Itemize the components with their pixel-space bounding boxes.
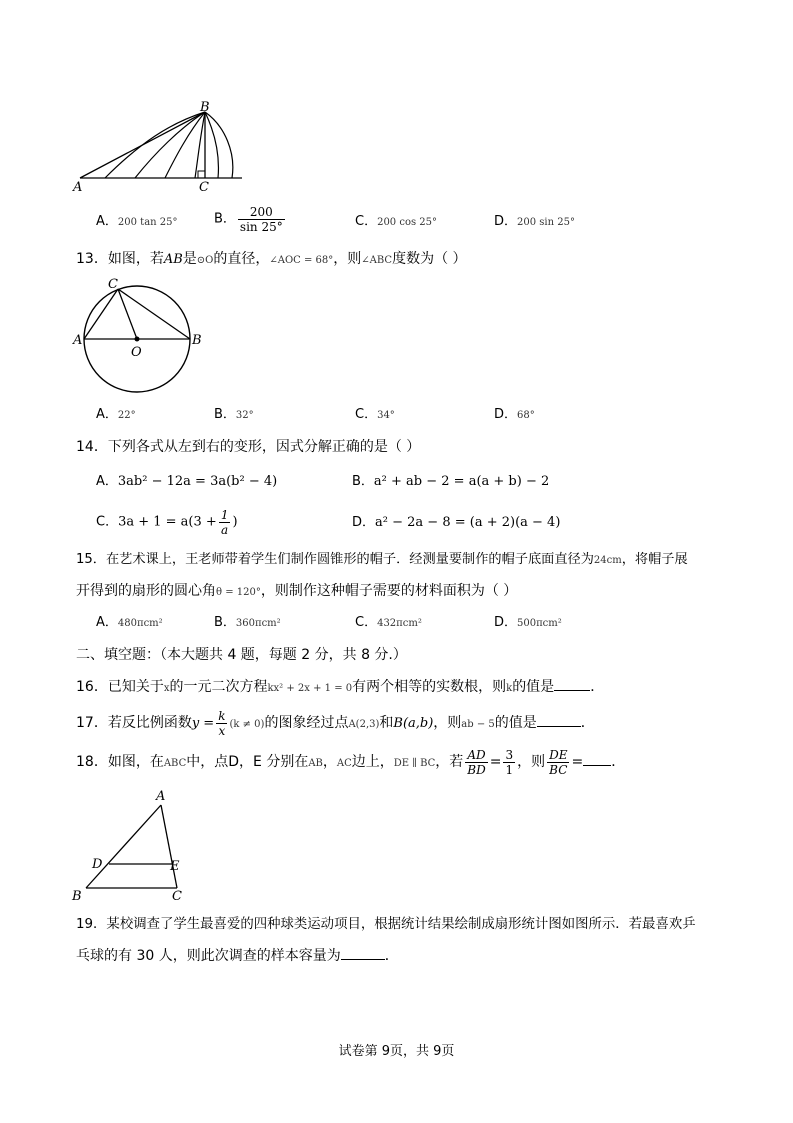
q18-stem: 18．如图，在ABC中，点D，E 分别在AB，AC边上，DE ∥ BC，若 $\frac{AD}{BD}$ = $\frac{3}{1}$ ，则 $\frac{DE}{BC}$ = ． <box>76 747 626 777</box>
label-c: C <box>172 889 182 903</box>
label-a: A <box>156 789 166 804</box>
label-b: B <box>72 889 82 903</box>
label-a: A <box>73 333 83 348</box>
q13-option-c[interactable]: C．34° <box>355 407 395 422</box>
q14-option-a[interactable]: A．3ab² − 12a = 3a(b² − 4) <box>96 474 278 489</box>
q12-option-c[interactable]: C．200 cos 25° <box>355 214 437 229</box>
q15-option-c[interactable]: C．432πcm² <box>355 615 422 630</box>
q13-option-b[interactable]: B．32° <box>214 407 254 422</box>
chord-ac <box>84 289 118 339</box>
radius-oc <box>118 289 137 339</box>
q16-stem: 16．已知关于x的一元二次方程kx² + 2x + 1 = 0有两个相等的实数根，则k的值是 ． <box>76 676 604 699</box>
q15-stem-line1: 15．在艺术课上，王老师带着学生们制作圆锥形的帽子．经测量要制作的帽子底面直径为24cm，将帽子展 <box>76 552 688 567</box>
q17-stem: 17．若反比例函数y = $\frac{k}{x}$ (k ≠ 0)的图象经过点A(2,3)和B(a,b)，则ab − 5的值是 ． <box>76 708 595 738</box>
q15-option-d[interactable]: D．500πcm² <box>494 615 562 630</box>
q13-stem: 13．如图，若AB是⊙O的直径，∠AOC = 68°，则∠ABC度数为（ ） <box>76 251 467 267</box>
q19-stem-line2: 乓球的有 30 人，则此次调查的样本容量为 ． <box>76 945 399 966</box>
label-e: E <box>170 859 180 874</box>
q12-option-a[interactable]: A．200 tan 25° <box>96 214 178 229</box>
q12-option-d[interactable]: D．200 sin 25° <box>494 214 575 229</box>
label-a: A <box>73 180 83 195</box>
q16-answer-blank[interactable] <box>554 676 590 691</box>
q15-option-b[interactable]: B．360πcm² <box>214 615 281 630</box>
q14-option-b[interactable]: B．a² + ab − 2 = a(a + b) − 2 <box>352 474 550 489</box>
q14-stem: 14．下列各式从左到右的变形，因式分解正确的是（ ） <box>76 439 421 455</box>
q17-answer-blank[interactable] <box>537 712 581 727</box>
q13-option-a[interactable]: A．22° <box>96 407 136 422</box>
q15-stem-line2: 开得到的扇形的圆心角θ = 120°，则制作这种帽子需要的材料面积为（ ） <box>76 583 518 599</box>
q12-option-b[interactable]: B． $\frac{200}{\sin 25^\circ}$ <box>214 205 283 234</box>
q18-figure <box>66 783 196 903</box>
q12-figure <box>60 98 260 198</box>
q15-option-a[interactable]: A．480πcm² <box>96 615 163 630</box>
q13-option-d[interactable]: D．68° <box>494 407 535 422</box>
label-c: C <box>108 277 118 292</box>
label-o: O <box>131 345 142 360</box>
section-title-fill-blank: 二、填空题：（本大题共 4 题，每题 2 分，共 8 分.） <box>76 647 407 663</box>
label-b: B <box>200 100 210 115</box>
page-footer: 试卷第 9页，共 9页 <box>338 1044 455 1059</box>
label-c: C <box>199 180 209 195</box>
segment-ab <box>86 805 161 888</box>
q14-option-c[interactable]: C．3a + 1 = a(3 + $\frac{1}{a}$ ) <box>96 508 238 537</box>
label-d: D <box>92 857 103 872</box>
q14-option-d[interactable]: D．a² − 2a − 8 = (a + 2)(a − 4) <box>352 515 561 530</box>
center-dot <box>135 337 140 342</box>
right-angle-mark <box>198 171 205 178</box>
chord-bc <box>118 289 190 339</box>
q18-answer-blank[interactable] <box>583 751 611 766</box>
q19-answer-blank[interactable] <box>341 945 385 960</box>
arc-4 <box>195 112 205 178</box>
label-b: B <box>192 333 202 348</box>
q13-figure <box>66 272 216 402</box>
segment-ac <box>161 805 177 888</box>
q19-stem-line1: 19．某校调查了学生最喜爱的四种球类运动项目，根据统计结果绘制成扇形统计图如图所示．若最喜欢乒 <box>76 917 696 932</box>
